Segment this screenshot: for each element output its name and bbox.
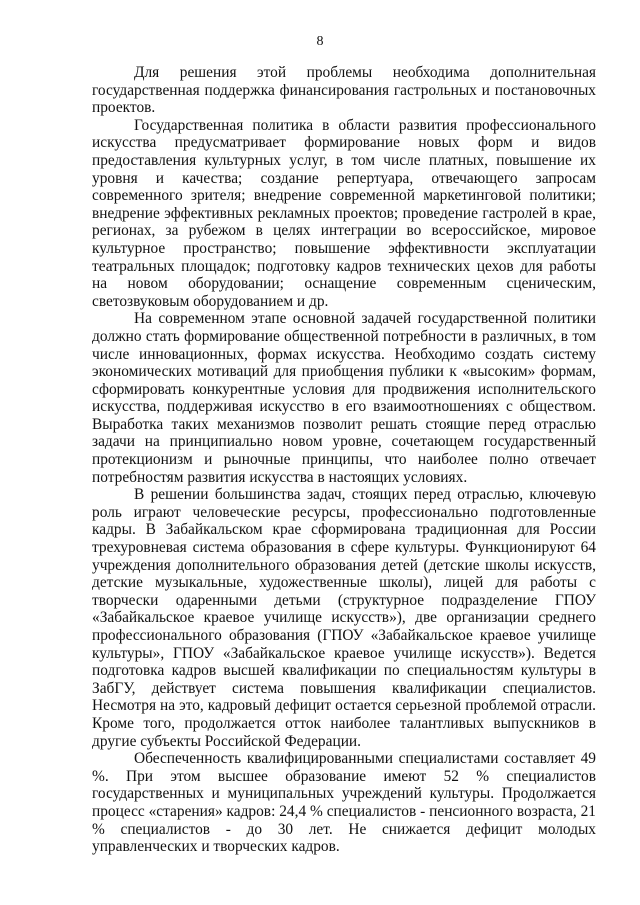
paragraph-current-stage: На современном этапе основной задачей государственной политики должно стать формирование общественной потребности в различных, в том числе инновационных, формах искусства. Необходимо создать систему экономических мотиваций для приобщения публики к «высоким» формам, сформировать конкурентные условия для продвижения исполнительского искусства, поддерживая искусство в его взаимоотношениях с обществом. Выработка таких механизмов позволит решать стоящие перед отраслью задачи на принципиально новом уровне, сочетающем государственный протекционизм и рыночные принципы, что наиболее полно отвечает потребностям развития искусства в настоящих условиях. — [92, 310, 596, 486]
paragraph-human-resources: В решении большинства задач, стоящих перед отраслью, ключевую роль играют человеческие ресурсы, профессионально подготовленные кадры. В Забайкальском крае сформирована традиционная для России трехуровневая система образования в сфере культуры. Функционируют 64 учреждения дополнительного образования детей (детские школы искусств, детские музыкальные, художественные школы), лицей для работы с творчески одаренными детьми (структурное подразделение ГПОУ «Забайкальское краевое училище искусств»), две организации среднего профессионального образования (ГПОУ «Забайкальское краевое училище культуры», ГПОУ «Забайкальское краевое училище искусств»). Ведется подготовка кадров высшей квалификации по специальностям культуры в ЗабГУ, действует система повышения квалификации специалистов. Несмотря на это, кадровый дефицит остается серьезной проблемой отрасли. Кроме того, продолжается отток наиболее талантливых выпускников в другие субъекты Российской Федерации. — [92, 486, 596, 750]
document-body — [92, 64, 596, 856]
page-number: 8 — [316, 34, 324, 49]
paragraph-staffing-stats: Обеспеченность квалифицированными специалистами составляет 49 %. При этом высшее образование имеют 52 % специалистов государственных и муниципальных учреждений культуры. Продолжается процесс «старения» кадров: 24,4 % специалистов - пенсионного возраста, 21 % специалистов - до 30 лет. Не снижается дефицит молодых управленческих и творческих кадров. — [92, 750, 596, 856]
paragraph-state-policy: Государственная политика в области развития профессионального искусства предусматривает формирование новых форм и видов предоставления культурных услуг, в том числе платных, повышение их уровня и качества; создание репертуара, отвечающего запросам современного зрителя; внедрение современной маркетинговой политики; внедрение эффективных рекламных проектов; проведение гастролей в крае, регионах, за рубежом в целях интеграции во всероссийское, мировое культурное пространство; повышение эффективности эксплуатации театральных площадок; подготовку кадров технических цехов для работы на новом оборудовании; оснащение современным сценическим, светозвуковым оборудованием и др. — [92, 116, 596, 310]
paragraph-touring-support: Для решения этой проблемы необходима дополнительная государственная поддержка финансирования гастрольных и постановочных проектов. — [92, 64, 596, 117]
